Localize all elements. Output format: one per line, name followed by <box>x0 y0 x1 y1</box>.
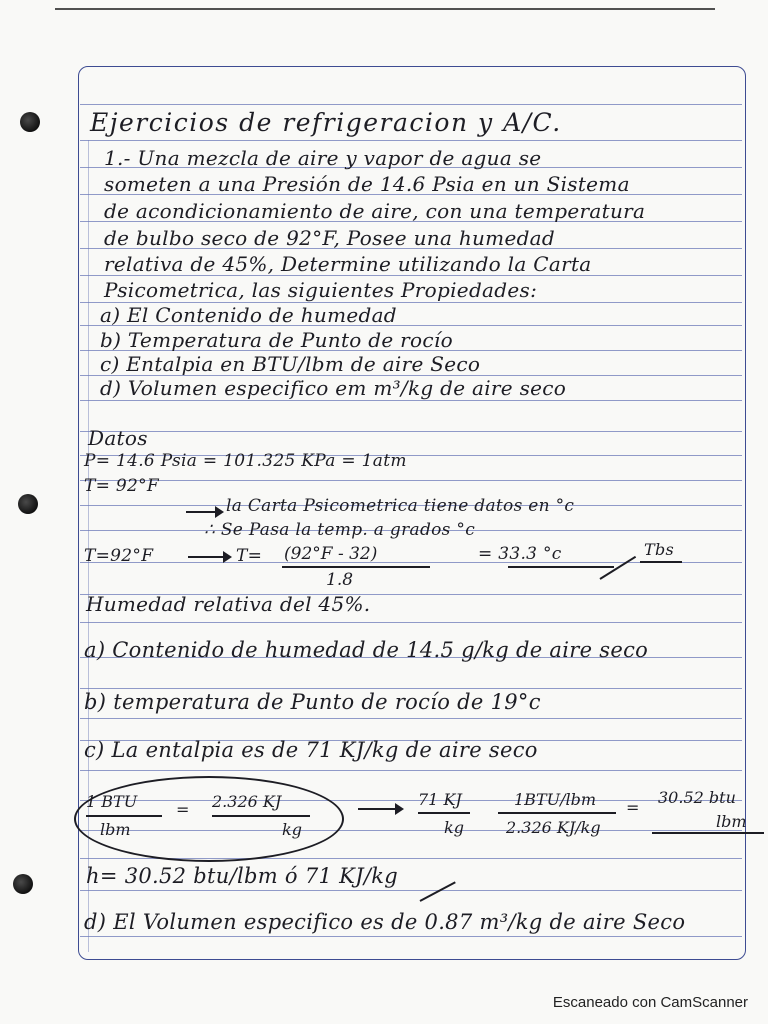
ruled-line <box>80 431 742 432</box>
temperature-line: T= 92°F <box>84 476 160 496</box>
conversion-result: = 33.3 °c <box>478 544 562 564</box>
problem-line: Psicometrica, las siguientes Propiedades: <box>104 278 538 302</box>
conversion-numerator: (92°F - 32) <box>284 544 378 564</box>
ruled-line <box>80 104 742 105</box>
answer-b: b) temperatura de Punto de rocío de 19°c <box>84 690 541 714</box>
ruled-line <box>80 140 742 141</box>
ruled-line <box>80 770 742 771</box>
conv-num2: 2.326 KJ <box>212 792 282 811</box>
conv-den2: kg <box>282 820 302 839</box>
circled-conversion <box>74 776 344 862</box>
ruled-line <box>80 718 742 719</box>
conversion-denominator: 1.8 <box>326 570 354 590</box>
ruled-line <box>80 936 742 937</box>
question-c: c) Entalpia en BTU/lbm de aire Seco <box>100 352 481 376</box>
problem-line: de acondicionamiento de aire, con una temperatura <box>104 199 646 223</box>
problem-line: someten a una Presión de 14.6 Psia en un Sistema <box>104 172 630 196</box>
page-title: Ejercicios de refrigeracion y A/C. <box>90 108 562 137</box>
datos-label: Datos <box>88 426 148 450</box>
conv-num3: 71 KJ <box>418 790 462 809</box>
fraction-bar <box>652 832 764 834</box>
humidity-line: Humedad relativa del 45%. <box>86 592 371 616</box>
ruled-line <box>80 400 742 401</box>
binder-hole-icon <box>13 874 33 894</box>
tbs-tag: Tbs <box>644 540 675 559</box>
enthalpy-line: h= 30.52 btu/lbm ó 71 KJ/kg <box>86 864 398 888</box>
ruled-line <box>80 480 742 481</box>
underline <box>640 561 682 563</box>
question-a: a) El Contenido de humedad <box>100 303 397 327</box>
conv-num5: 30.52 btu <box>658 788 736 807</box>
conv-num4: 1BTU/lbm <box>514 790 597 809</box>
fraction-bar <box>282 566 430 568</box>
conv-den1: lbm <box>100 820 131 839</box>
binder-hole-icon <box>20 112 40 132</box>
conv-num1: 1 BTU <box>86 792 138 811</box>
question-d: d) Volumen especifico em m³/kg de aire seco <box>100 376 567 400</box>
conv-den5: lbm <box>716 812 747 831</box>
problem-line: relativa de 45%, Determine utilizando la Carta <box>104 252 592 276</box>
conv-den3: kg <box>444 818 464 837</box>
fraction-bar <box>86 815 162 817</box>
binder-hole-icon <box>18 494 38 514</box>
conv-eq: = <box>176 800 190 819</box>
top-edge-line <box>55 8 715 10</box>
question-b: b) Temperatura de Punto de rocío <box>100 328 453 352</box>
conv-eq2: = <box>626 798 640 817</box>
note-line: la Carta Psicometrica tiene datos en °c <box>226 496 575 516</box>
problem-line: de bulbo seco de 92°F, Posee una humedad <box>104 226 556 250</box>
arrow-icon <box>358 808 402 810</box>
problem-line: 1.- Una mezcla de aire y vapor de agua se <box>104 146 542 170</box>
conversion-mid: T= <box>236 546 263 566</box>
arrow-icon <box>186 511 222 513</box>
ruled-line <box>80 622 742 623</box>
arrow-icon <box>188 556 230 558</box>
note-line: ∴ Se Pasa la temp. a grados °c <box>204 520 476 540</box>
answer-d: d) El Volumen especifico es de 0.87 m³/kg de aire Seco <box>84 910 686 934</box>
ruled-line <box>80 890 742 891</box>
camscanner-watermark: Escaneado con CamScanner <box>552 994 748 1011</box>
fraction-bar <box>212 815 310 817</box>
pressure-line: P= 14.6 Psia = 101.325 KPa = 1atm <box>84 451 407 471</box>
conversion-lhs: T=92°F <box>84 546 154 566</box>
underline <box>508 566 614 568</box>
ruled-line <box>80 688 742 689</box>
conv-den4: 2.326 KJ/kg <box>506 818 601 837</box>
fraction-bar <box>418 812 470 814</box>
answer-a: a) Contenido de humedad de 14.5 g/kg de aire seco <box>84 638 649 662</box>
fraction-bar <box>498 812 616 814</box>
answer-c: c) La entalpia es de 71 KJ/kg de aire seco <box>84 738 538 762</box>
